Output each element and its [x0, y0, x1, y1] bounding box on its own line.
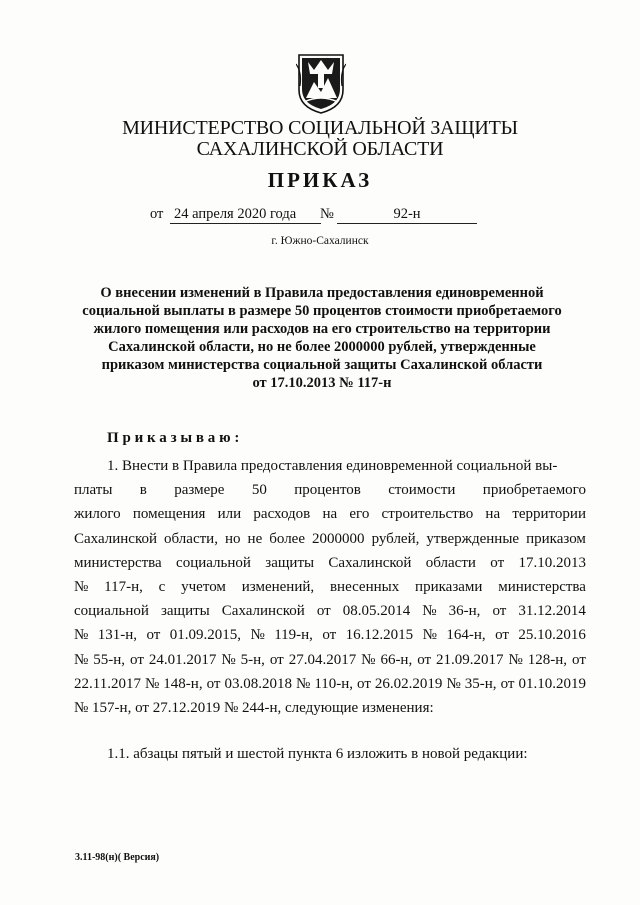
subject-line: Сахалинской области, но не более 2000000 рублей, утвержденные — [108, 339, 536, 355]
subject-line: приказом министерства социальной защиты Сахалинской области — [101, 357, 543, 373]
subject-line: социальной выплаты в размере 50 процентов стоимости приобретаемого — [82, 303, 562, 319]
coat-of-arms-icon — [296, 52, 346, 114]
paragraph-line: социальной защиты Сахалинской от 08.05.2014 № 36-н, от 31.12.2014 — [74, 603, 586, 620]
paragraph-line: № 157-н, от 27.12.2019 № 244-н, следующие изменения: — [74, 700, 434, 717]
paragraph-line: платы в размере 50 процентов стоимости приобретаемого — [74, 482, 586, 499]
paragraph-line: № 117-н, с учетом изменений, внесенных приказами министерства — [74, 579, 586, 596]
ministry-name-line2: САХАЛИНСКОЙ ОБЛАСТИ — [196, 138, 444, 160]
ministry-name-line1: МИНИСТЕРСТВО СОЦИАЛЬНОЙ ЗАЩИТЫ — [122, 117, 518, 139]
subitem-1-1: 1.1. абзацы пятый и шестой пункта 6 изложить в новой редакции: — [107, 746, 528, 762]
form-version-code: 3.11-98(н)( Версия) — [75, 852, 160, 863]
document-type-title: ПРИКАЗ — [267, 168, 373, 192]
subject-line: от 17.10.2013 № 117-н — [252, 375, 392, 391]
order-subject — [80, 284, 564, 392]
order-date: 24 апреля 2020 года — [170, 206, 321, 224]
paragraph-line: № 131-н, от 01.09.2015, № 119-н, от 16.12.2015 № 164-н, от 25.10.2016 — [74, 627, 586, 644]
paragraph-line: 1. Внести в Правила предоставления единовременной социальной вы- — [107, 458, 558, 474]
paragraph-line: № 55-н, от 24.01.2017 № 5-н, от 27.04.2017 № 66-н, от 21.09.2017 № 128-н, от — [74, 651, 586, 668]
subject-line: О внесении изменений в Правила предоставления единовременной — [100, 285, 544, 301]
paragraph-line: 22.11.2017 № 148-н, от 03.08.2018 № 110-н, от 26.02.2019 № 35-н, от 01.10.2019 — [74, 675, 586, 692]
order-directive-word: Приказываю: — [107, 430, 244, 446]
order-number: 92-н — [337, 206, 477, 224]
paragraph-line: жилого помещения или расходов на его строительство на территории — [74, 506, 586, 523]
paragraph-line: Сахалинской области, но не более 2000000 рублей, утвержденные приказом — [74, 530, 586, 547]
date-prefix: от — [150, 206, 164, 222]
subject-line: жилого помещения или расходов на его строительство на территории — [93, 321, 551, 337]
paragraph-line: министерства социальной защиты Сахалинской области от 17.10.2013 — [74, 554, 586, 571]
number-sign: № — [320, 206, 334, 222]
paragraph-1 — [74, 454, 586, 720]
city-name: г. Южно-Сахалинск — [271, 235, 369, 247]
